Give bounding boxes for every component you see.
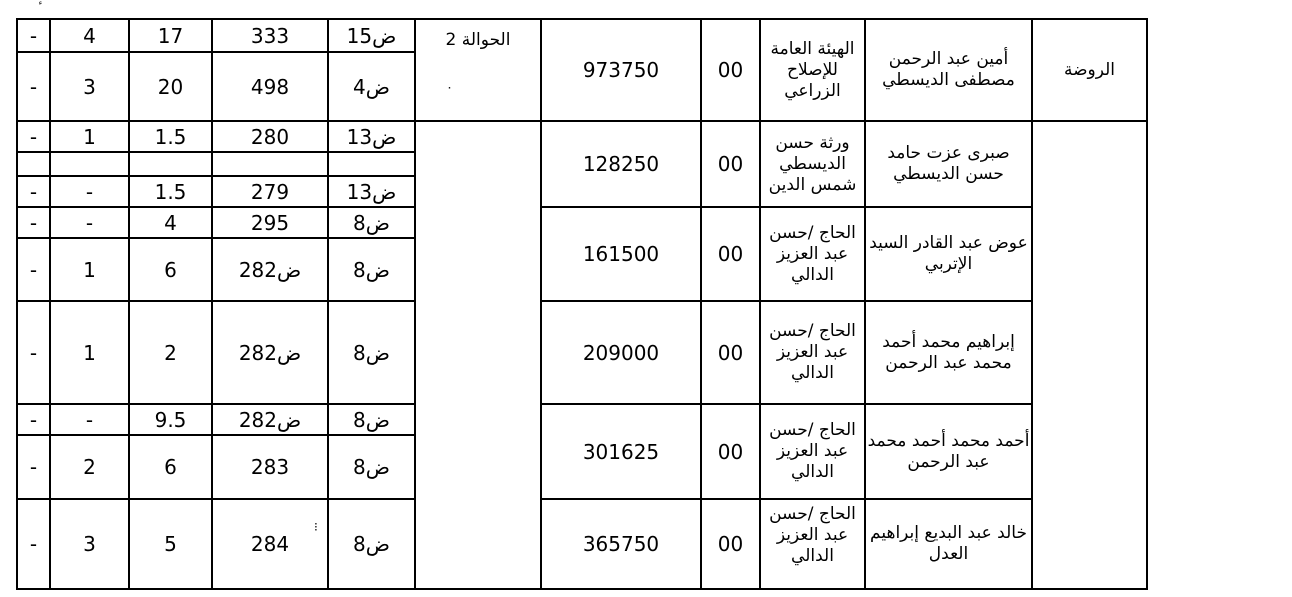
- dash-cell: -: [17, 121, 50, 152]
- dash-cell: [17, 152, 50, 176]
- cell-c3: 498: [212, 52, 328, 121]
- dash-cell: -: [17, 52, 50, 121]
- cell-c2: 4: [129, 207, 212, 238]
- amount-cell: 161500: [541, 207, 701, 301]
- seller-cell: الهيئة العامة للإصلاح الزراعي: [760, 19, 865, 121]
- cell-c4: ض8: [328, 404, 415, 435]
- cell-c1: [50, 152, 129, 176]
- cell-c4: ض8: [328, 207, 415, 238]
- dash-cell: -: [17, 238, 50, 301]
- cell-c2: 5: [129, 499, 212, 589]
- cell-c1: 2: [50, 435, 129, 499]
- dash-cell: -: [17, 176, 50, 207]
- buyer-cell: صبرى عزت حامد حسن الديسطي: [865, 121, 1032, 207]
- buyer-cell: إبراهيم محمد أحمد محمد عبد الرحمن: [865, 301, 1032, 404]
- cell-c4: ض8: [328, 238, 415, 301]
- cell-c3: [212, 152, 328, 176]
- buyer-cell: عوض عبد القادر السيد الإتربي: [865, 207, 1032, 301]
- cell-c2: 1.5: [129, 176, 212, 207]
- cell-c3: 279: [212, 176, 328, 207]
- stray-dot: ˙: [446, 86, 453, 102]
- dash-cell: -: [17, 207, 50, 238]
- cell-c2: [129, 152, 212, 176]
- cell-c2: 1.5: [129, 121, 212, 152]
- empty-hawala-cell: [415, 121, 541, 589]
- seller-cell: ورثة حسن الديسطي شمس الدين: [760, 121, 865, 207]
- cell-c1: 1: [50, 238, 129, 301]
- cell-c4: ض8: [328, 435, 415, 499]
- cell-c1: -: [50, 207, 129, 238]
- cell-c4: ض13: [328, 176, 415, 207]
- cell-c3: 333: [212, 19, 328, 52]
- cell-c2: 20: [129, 52, 212, 121]
- seller-cell: الحاج /حسن عبد العزيز الدالي: [760, 301, 865, 404]
- table-row: [17, 207, 1147, 238]
- seller-cell: الحاج /حسن عبد العزيز الدالي: [760, 207, 865, 301]
- cell-c3: ض282: [212, 404, 328, 435]
- amount-cell: 209000: [541, 301, 701, 404]
- stray-dots: ⁝: [314, 520, 318, 534]
- village-cell: الروضة: [1032, 19, 1147, 121]
- cell-c2: 2: [129, 301, 212, 404]
- hawala-cell: الحوالة 2: [415, 19, 541, 121]
- zero-cell: 00: [701, 19, 760, 121]
- amount-cell: 301625: [541, 404, 701, 499]
- dash-cell: -: [17, 19, 50, 52]
- table-row: [17, 499, 1147, 589]
- table-row: [17, 19, 1147, 52]
- cell-c3: ض282: [212, 238, 328, 301]
- cell-c4: ض8: [328, 499, 415, 589]
- cell-c3: ض282: [212, 301, 328, 404]
- cell-c2: 17: [129, 19, 212, 52]
- cell-c1: 1: [50, 121, 129, 152]
- dash-cell: -: [17, 404, 50, 435]
- cell-c3: 283: [212, 435, 328, 499]
- cell-c4: [328, 152, 415, 176]
- table-row: [17, 404, 1147, 435]
- zero-cell: 00: [701, 121, 760, 207]
- cell-c1: 4: [50, 19, 129, 52]
- dash-cell: -: [17, 301, 50, 404]
- cell-c3: 295: [212, 207, 328, 238]
- amount-cell: 973750: [541, 19, 701, 121]
- cell-c1: -: [50, 176, 129, 207]
- zero-cell: 00: [701, 207, 760, 301]
- cell-c2: 6: [129, 435, 212, 499]
- buyer-cell: أحمد محمد أحمد محمد عبد الرحمن: [865, 404, 1032, 499]
- cell-c2: 6: [129, 238, 212, 301]
- cell-c1: 3: [50, 499, 129, 589]
- amount-cell: 128250: [541, 121, 701, 207]
- seller-cell: الحاج /حسن عبد العزيز الدالي: [760, 404, 865, 499]
- cell-c3: 280: [212, 121, 328, 152]
- cell-c4: ض15: [328, 19, 415, 52]
- empty-village-cell: [1032, 121, 1147, 589]
- cell-c2: 9.5: [129, 404, 212, 435]
- zero-cell: 00: [701, 499, 760, 589]
- table-row: [17, 301, 1147, 404]
- zero-cell: 00: [701, 301, 760, 404]
- table-row: [17, 121, 1147, 152]
- amount-cell: 365750: [541, 499, 701, 589]
- dash-cell: -: [17, 499, 50, 589]
- cell-c4: ض8: [328, 301, 415, 404]
- cell-c4: ض4: [328, 52, 415, 121]
- buyer-cell: خالد عبد البديع إبراهيم العدل: [865, 499, 1032, 589]
- cell-c1: -: [50, 404, 129, 435]
- land-records-table: [16, 18, 1148, 590]
- dash-cell: -: [17, 435, 50, 499]
- cell-c1: 3: [50, 52, 129, 121]
- cell-c3: 284: [212, 499, 328, 589]
- cell-c4: ض13: [328, 121, 415, 152]
- seller-cell: الحاج /حسن عبد العزيز الدالي: [760, 499, 865, 589]
- zero-cell: 00: [701, 404, 760, 499]
- buyer-cell: أمين عبد الرحمن مصطفى الديسطي: [865, 19, 1032, 121]
- cell-c1: 1: [50, 301, 129, 404]
